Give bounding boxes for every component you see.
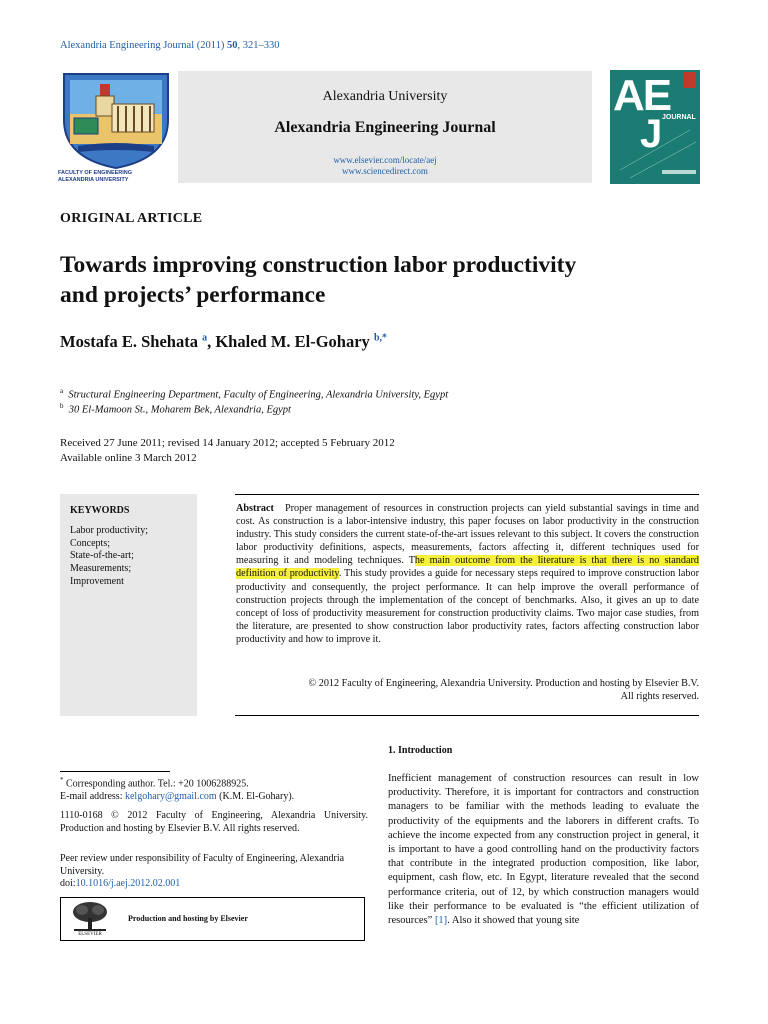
article-dates xyxy=(60,436,395,466)
journal-cover xyxy=(610,70,700,184)
elsevier-tree-icon xyxy=(70,900,110,932)
introduction-heading: 1. Introduction xyxy=(388,745,453,756)
doi-link[interactable]: 10.1016/j.aej.2012.02.001 xyxy=(75,878,181,889)
author-2-affiliation-mark[interactable] xyxy=(374,333,387,344)
logo-caption-line2: ALEXANDRIA UNIVERSITY xyxy=(58,177,129,183)
keyword-item: Improvement xyxy=(70,575,124,587)
copyright-line2: All rights reserved. xyxy=(620,691,699,702)
issn-footnote: 1110-0168 © 2012 Faculty of Engineering, Alexandria University. Production and hosting by Elsevier B.V. All rights reserved. xyxy=(60,810,368,834)
cover-label: JOURNAL xyxy=(662,114,696,121)
cover-letter-j: J xyxy=(640,112,663,156)
abstract-highlight: he main outcome from the literature is that there is no standard definition of productivity xyxy=(236,555,699,580)
citation-link[interactable]: [1] xyxy=(434,915,448,927)
journal-pages: , 321–330 xyxy=(237,40,280,51)
elsevier-hosting-text: Production and hosting by Elsevier xyxy=(128,914,248,923)
elsevier-logo-label: ELSEVIER xyxy=(78,932,102,937)
article-type: ORIGINAL ARTICLE xyxy=(60,211,203,226)
peer-review-footnote xyxy=(60,853,368,891)
faculty-shield-icon xyxy=(60,70,172,170)
affiliation-mark: b xyxy=(60,402,64,410)
corresponding-text: Corresponding author. Tel.: +20 1006288925. xyxy=(63,778,249,790)
abstract-rule-bottom xyxy=(235,715,699,716)
affiliation-text: 30 El-Mamoon St., Moharem Bek, Alexandria, Egypt xyxy=(68,404,291,416)
author-2-sup-text: b, xyxy=(373,332,382,344)
title-line-1: Towards improving construction labor productivity xyxy=(60,252,577,278)
copyright-line1: © 2012 Faculty of Engineering, Alexandria University. Production and hosting by Elsevier B.V. xyxy=(308,678,699,689)
journal-name: Alexandria Engineering Journal xyxy=(274,119,496,136)
affiliation-b xyxy=(60,402,291,416)
abstract-rule-top xyxy=(235,494,699,495)
footnote-rule xyxy=(60,771,170,772)
corresponding-footnote xyxy=(60,774,360,803)
intro-text-end: . Also it showed that young site xyxy=(447,915,580,927)
abstract-text-start: Proper management of resources in construction projects can yield substantial savings in time and cost. As construction is a labor-intensive industry, this paper focuses on labor productivity in the construction industry. This study considers the current state-of-the-art issues relevant to this subject. It covers the construction labor productivity definitions, aspects, measurements, factors affecting it, different techniques used for measuring it and modeling techniques. T xyxy=(236,503,699,567)
email-prefix: E-mail address: xyxy=(60,790,125,802)
keyword-item: Labor productivity; xyxy=(70,525,149,536)
title-line-2: and projects’ performance xyxy=(60,282,326,308)
affiliation-mark: a xyxy=(60,387,64,395)
affiliation-text: Structural Engineering Department, Faculty of Engineering, Alexandria University, Egypt xyxy=(68,389,449,401)
affiliation-a xyxy=(60,387,448,401)
received-dates: Received 27 June 2011; revised 14 January 2012; accepted 5 February 2012 xyxy=(60,437,395,449)
journal-reference[interactable] xyxy=(60,40,279,51)
author-1: Mostafa E. Shehata xyxy=(60,332,203,351)
article-title xyxy=(60,250,660,310)
abstract-label: Abstract xyxy=(236,503,274,514)
authors xyxy=(60,332,387,352)
keyword-item: State-of-the-art; xyxy=(70,550,134,562)
logo-caption xyxy=(58,170,178,184)
journal-url-elsevier[interactable]: www.elsevier.com/locate/aej xyxy=(333,155,437,165)
email-link[interactable]: kelgohary@gmail.com xyxy=(124,790,217,802)
keyword-item: Measurements; xyxy=(70,563,132,575)
peer-review-text: Peer review under responsibility of Faculty of Engineering, Alexandria University. xyxy=(60,853,345,877)
abstract xyxy=(236,502,699,646)
keywords-heading: KEYWORDS xyxy=(70,505,130,516)
keyword-item: Concepts; xyxy=(70,537,110,549)
journal-ref-prefix: Alexandria Engineering Journal (2011) xyxy=(60,40,227,51)
journal-url-sciencedirect[interactable]: www.sciencedirect.com xyxy=(342,166,428,176)
corresponding-star: * xyxy=(382,332,387,344)
journal-volume: 50 xyxy=(226,40,238,51)
abstract-text-end: . This study provides a guide for necessary steps required to improve construction labor productivity and consequently, the project performance. It can help improve the overall performance of construction projects through the implementation of the concept of benchmarks. Also, it gives an up to date concept of loss of productivity measurement for construction productivity claims. Two major case studies, from the literature, are presented to show construction labor productivity rates, factors affecting construction labor productivity and how to improve it. xyxy=(236,568,700,645)
cover-letters-ae: AE xyxy=(613,71,671,120)
abstract-copyright xyxy=(236,677,699,703)
footnote-star: * xyxy=(60,776,64,784)
logo-caption-line1: FACULTY OF ENGINEERING xyxy=(58,170,133,176)
doi-prefix: doi: xyxy=(60,878,76,889)
online-date: Available online 3 March 2012 xyxy=(60,452,197,464)
author-1-affiliation-mark[interactable]: a xyxy=(202,332,208,344)
author-2: Khaled M. El-Gohary xyxy=(215,332,374,351)
keywords-list xyxy=(70,525,148,589)
author-separator: , xyxy=(207,332,216,351)
intro-text-start: Inefficient management of construction resources can result in low productivity. Therefore, it is important for contractors and construction managers to be familiar with the methods leading to evaluate the productivity of the equipments and the laborers in different crafts. To achieve the income expected from any construction project in general, it is important to have a good controlling hand on the productivity factors that contribute in the integrated production composition, like labor, equipment, cash flow, etc. In Egypt, literature revealed that the second performance criteria, out of 12, by which construction managers would like their performance to be evaluated is “the efficient utilization of resources” xyxy=(388,773,699,927)
email-suffix: (K.M. El-Gohary). xyxy=(216,790,295,802)
university-name: Alexandria University xyxy=(322,89,448,104)
introduction-text xyxy=(388,772,699,928)
